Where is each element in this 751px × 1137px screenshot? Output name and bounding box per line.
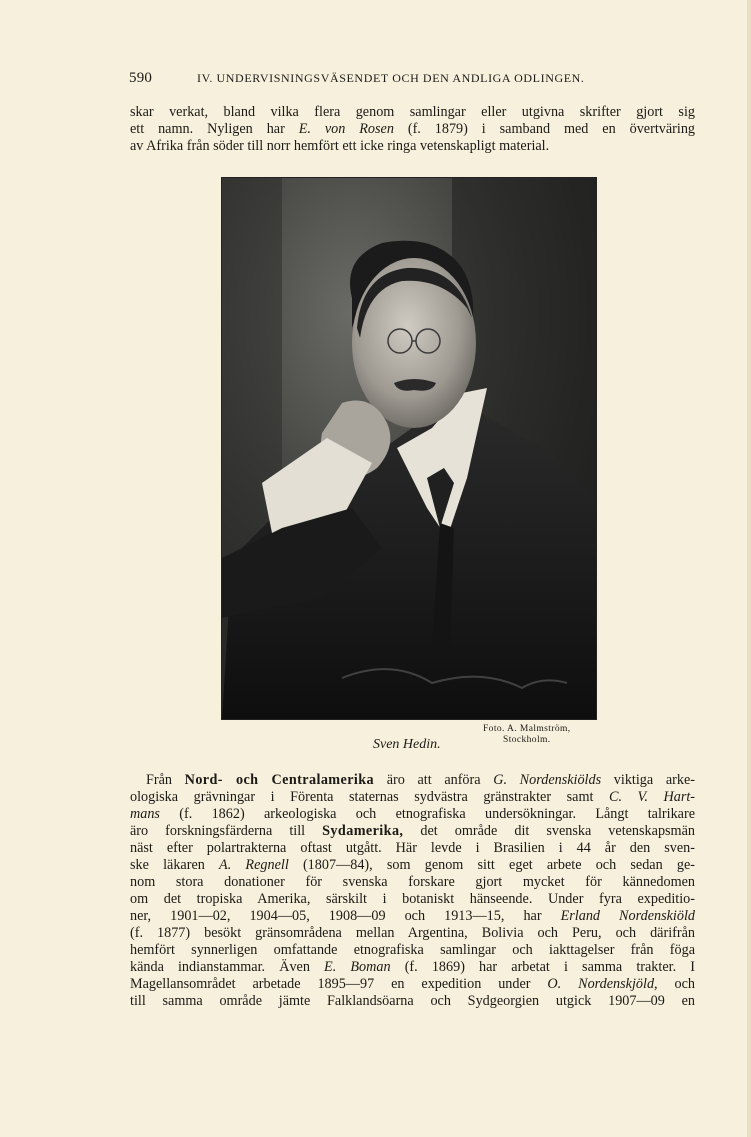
text-line: ett namn. Nyligen har E. von Rosen (f. 1879) i samband med en övertväring: [130, 121, 696, 137]
text-line: (f. 1877) besökt gränsområdena mellan Argentina, Bolivia och Peru, och därifrån: [130, 925, 695, 941]
text-line: Magellansområdet arbetade 1895—97 en expedition under O. Nordenskjöld, och: [130, 976, 695, 992]
text-line: mans (f. 1862) arkeologiska och etnografiska undersökningar. Långt talrikare: [130, 806, 695, 822]
person-name: E. von Rosen: [298, 121, 394, 137]
text-line: ske läkaren A. Regnell (1807—84), som genom sitt eget arbete och sedan ge-: [130, 857, 695, 873]
main-paragraph: [130, 772, 695, 1010]
running-title: IV. UNDERVISNINGSVÄSENDET OCH DEN ANDLIGA ODLINGEN.: [197, 71, 585, 85]
text-line: ologiska grävningar i Förenta staternas sydvästra gränstrakter samt C. V. Hart-: [130, 789, 696, 805]
text-line: om det tropiska Amerika, särskilt i botaniskt hänseende. Under fyra expeditio-: [130, 891, 695, 907]
page-edge: [747, 0, 751, 1137]
text-line: hemfört synnerligen omfattande etnografiska samlingar och iakttagelser från föga: [130, 942, 695, 958]
text-line: äro forskningsfärderna till Sydamerika, det område dit svenska vetenskapsmän: [130, 823, 695, 839]
text-line: ner, 1901—02, 1904—05, 1908—09 och 1913—15, har Erland Nordenskiöld: [130, 908, 695, 924]
heading-term: Sydamerika,: [322, 823, 404, 839]
text-line: av Afrika från söder till norr hemfört ett icke ringa vetenskapligt material.: [130, 138, 550, 154]
photo-credit: Foto. A. Malmström, Stockholm.: [483, 724, 571, 745]
running-header: [129, 70, 699, 90]
text-line: Från Nord- och Centralamerika äro att anföra G. Nordenskiölds viktiga arke-: [146, 772, 695, 788]
top-paragraph: [130, 104, 695, 155]
text-line: näst efter polartrakterna oftast utgått. Här levde i Brasilien i 44 år den sven-: [130, 840, 695, 856]
text-line: nom stora donationer för svenska forskare gjort mycket för kännedomen: [130, 874, 695, 890]
photo-caption: Sven Hedin.: [373, 737, 441, 752]
page-number: 590: [129, 70, 153, 86]
text-line: skar verkat, bland vilka flera genom samlingar eller utgivna skrifter gjort sig: [130, 104, 695, 120]
text-line: till samma område jämte Falklandsöarna och Sydgeorgien utgick 1907—09 en: [130, 993, 695, 1009]
text-line: kända indianstammar. Även E. Boman (f. 1869) har arbetat i samma trakter. I: [130, 959, 695, 975]
heading-term: Nord- och Centralamerika: [184, 772, 375, 788]
portrait-photo: [221, 177, 597, 720]
